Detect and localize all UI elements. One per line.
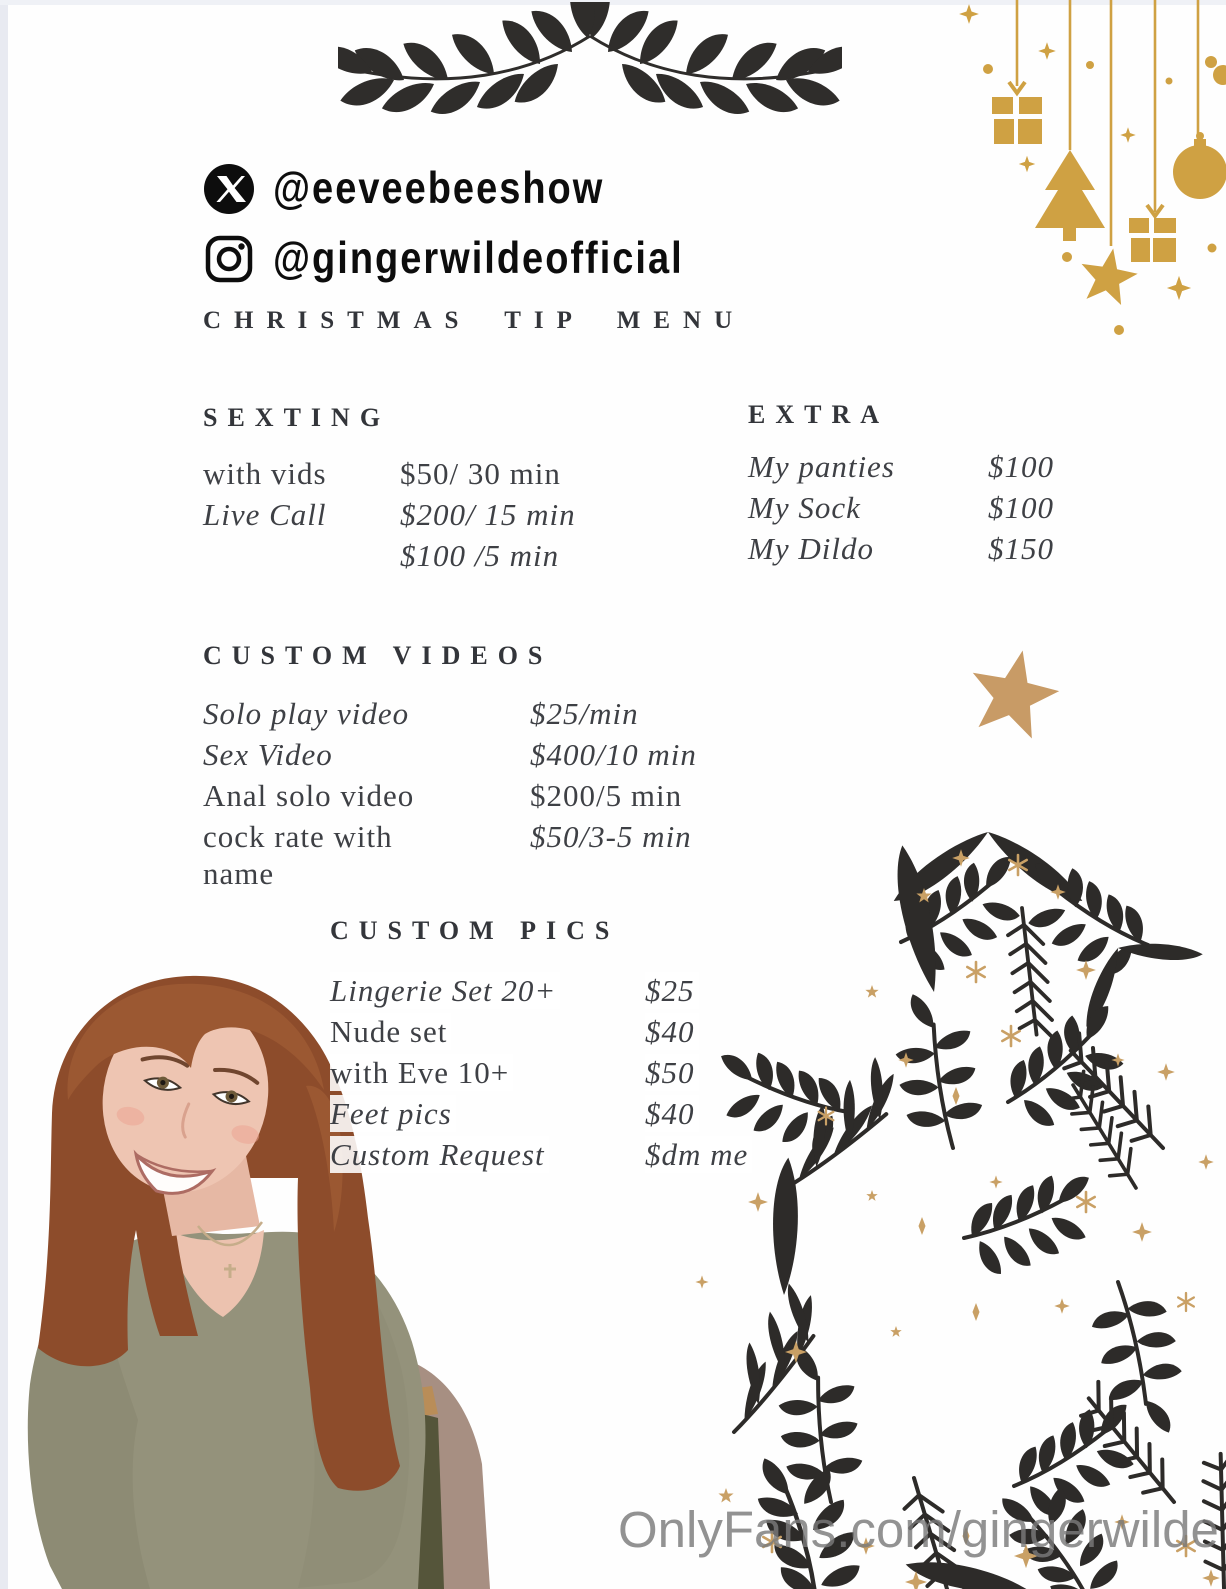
item-price: $40 — [645, 1095, 699, 1132]
section-custom-pics — [330, 916, 752, 1173]
item-label: Nude set — [330, 1013, 451, 1050]
x-handle-row — [203, 163, 604, 215]
item-price: $50/ 30 min — [400, 456, 561, 491]
tree-topper-star-icon — [962, 641, 1066, 742]
item-price: $dm me — [645, 1136, 752, 1173]
item-price: $50/3-5 min — [530, 819, 692, 854]
item-label: Sex Video — [203, 737, 333, 772]
item-label — [203, 537, 400, 574]
section-heading: EXTRA — [748, 400, 890, 429]
item-price: $50 — [645, 1054, 699, 1091]
item-price: $100 — [988, 449, 1054, 484]
section-heading: SEXTING — [203, 403, 391, 432]
item-price: $100 /5 min — [400, 538, 560, 573]
watermark: OnlyFans.com/gingerwilde — [618, 1501, 1219, 1558]
gift-box-icon — [992, 82, 1042, 144]
item-price: $150 — [988, 531, 1054, 566]
item-label: Feet pics — [330, 1095, 456, 1132]
item-price: $40 — [645, 1013, 699, 1050]
section-extra — [748, 400, 1054, 567]
item-label: Lingerie Set 20+ — [330, 972, 560, 1009]
section-heading: CUSTOM VIDEOS — [203, 641, 553, 670]
item-label: My Dildo — [748, 531, 874, 566]
item-price: $200/ 15 min — [400, 497, 576, 532]
x-handle: @eeveebeeshow — [273, 163, 605, 214]
item-label: My panties — [748, 449, 895, 484]
x-logo-icon — [203, 163, 255, 215]
item-label: Live Call — [203, 497, 327, 532]
item-label: Custom Request — [330, 1136, 549, 1173]
item-label: cock rate with name — [203, 819, 393, 891]
laurel-branches-icon — [338, 2, 842, 128]
item-price: $100 — [988, 490, 1054, 525]
instagram-icon — [203, 233, 255, 285]
item-price: $200/5 min — [530, 778, 683, 813]
section-heading: CUSTOM PICS — [330, 916, 620, 945]
page-title: CHRISTMAS TIP MENU — [203, 307, 746, 334]
item-label: Solo play video — [203, 696, 410, 731]
instagram-handle-row — [203, 233, 684, 285]
item-label: Anal solo video — [203, 778, 415, 813]
christmas-tree-icon — [1035, 150, 1105, 241]
section-sexting — [203, 403, 576, 574]
hanging-ornaments-icon — [930, 0, 1226, 345]
item-label: with vids — [203, 456, 327, 491]
item-label: My Sock — [748, 490, 861, 525]
section-custom-videos — [203, 641, 697, 892]
item-label: with Eve 10+ — [330, 1054, 513, 1091]
item-price: $400/10 min — [530, 737, 697, 772]
item-price: $25/min — [530, 696, 639, 731]
item-price: $25 — [645, 972, 699, 1009]
gift-box-icon — [1129, 205, 1176, 262]
instagram-handle: @gingerwildeofficial — [273, 233, 684, 284]
bauble-icon — [1173, 132, 1226, 199]
